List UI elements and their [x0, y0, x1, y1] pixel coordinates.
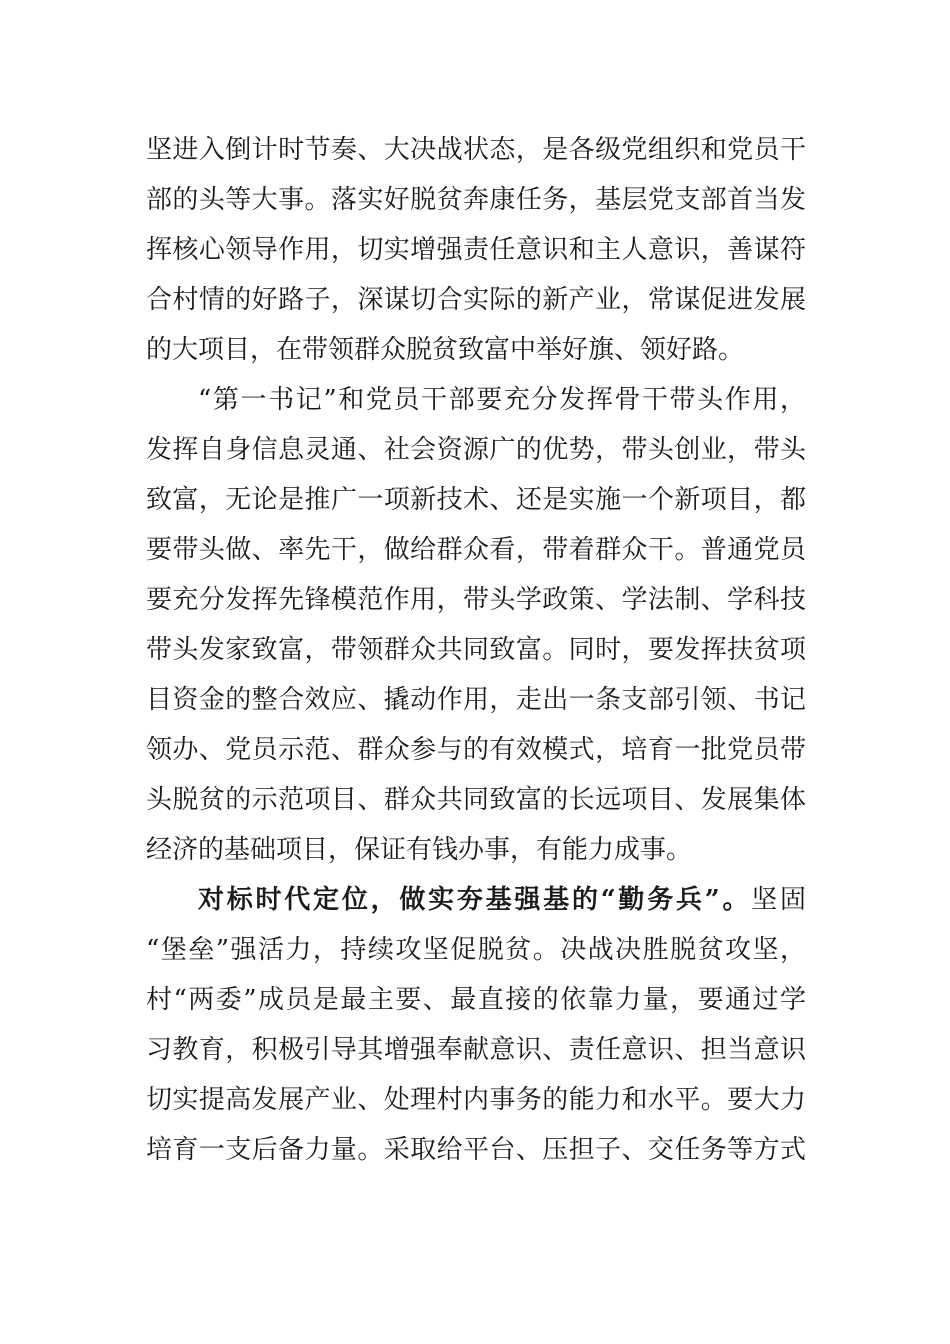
paragraph-line: 头脱贫的示范项目、群众共同致富的长远项目、发展集体	[146, 785, 806, 815]
paragraph-line: “堡垒”强活力，持续攻坚促脱贫。决战决胜脱贫攻坚，	[146, 935, 806, 965]
paragraph-line: 合村情的好路子，深谋切合实际的新产业，常谋促进发展	[146, 285, 806, 315]
paragraph-line: 挥核心领导作用，切实增强责任意识和主人意识，善谋符	[146, 235, 806, 265]
paragraph-line: 要带头做、率先干，做给群众看，带着群众干。普通党员	[146, 535, 806, 565]
paragraph-line: 发挥自身信息灵通、社会资源广的优势，带头创业，带头	[146, 435, 806, 465]
paragraph-line: 要充分发挥先锋模范作用，带头学政策、学法制、学科技	[146, 585, 806, 615]
paragraph-line: 目资金的整合效应、撬动作用，走出一条支部引领、书记	[146, 685, 806, 715]
paragraph-line: 切实提高发展产业、处理村内事务的能力和水平。要大力	[146, 1085, 806, 1115]
paragraph-line: 领办、党员示范、群众参与的有效模式，培育一批党员带	[146, 735, 806, 765]
paragraph-text: 坚固	[751, 885, 806, 915]
paragraph-line: 致富，无论是推广一项新技术、还是实施一个新项目，都	[146, 485, 806, 515]
paragraph-line: 带头发家致富，带领群众共同致富。同时，要发挥扶贫项	[146, 635, 806, 665]
paragraph-line: 坚进入倒计时节奏、大决战状态，是各级党组织和党员干	[146, 135, 806, 165]
section-heading: 对标时代定位，做实夯基强基的“勤务兵”。	[198, 885, 752, 915]
paragraph-line: 习教育，积极引导其增强奉献意识、责任意识、担当意识	[146, 1035, 806, 1065]
paragraph-line: “第一书记”和党员干部要充分发挥骨干带头作用，	[198, 385, 806, 415]
paragraph-line: 的大项目，在带领群众脱贫致富中举好旗、领好路。	[146, 335, 745, 365]
paragraph-line: 村“两委”成员是最主要、最直接的依靠力量，要通过学	[146, 985, 806, 1015]
paragraph-line-with-heading	[198, 880, 806, 920]
paragraph-line: 部的头等大事。落实好脱贫奔康任务，基层党支部首当发	[146, 185, 806, 215]
paragraph-line: 经济的基础项目，保证有钱办事，有能力成事。	[146, 835, 693, 865]
paragraph-line: 培育一支后备力量。采取给平台、压担子、交任务等方式	[146, 1135, 806, 1165]
